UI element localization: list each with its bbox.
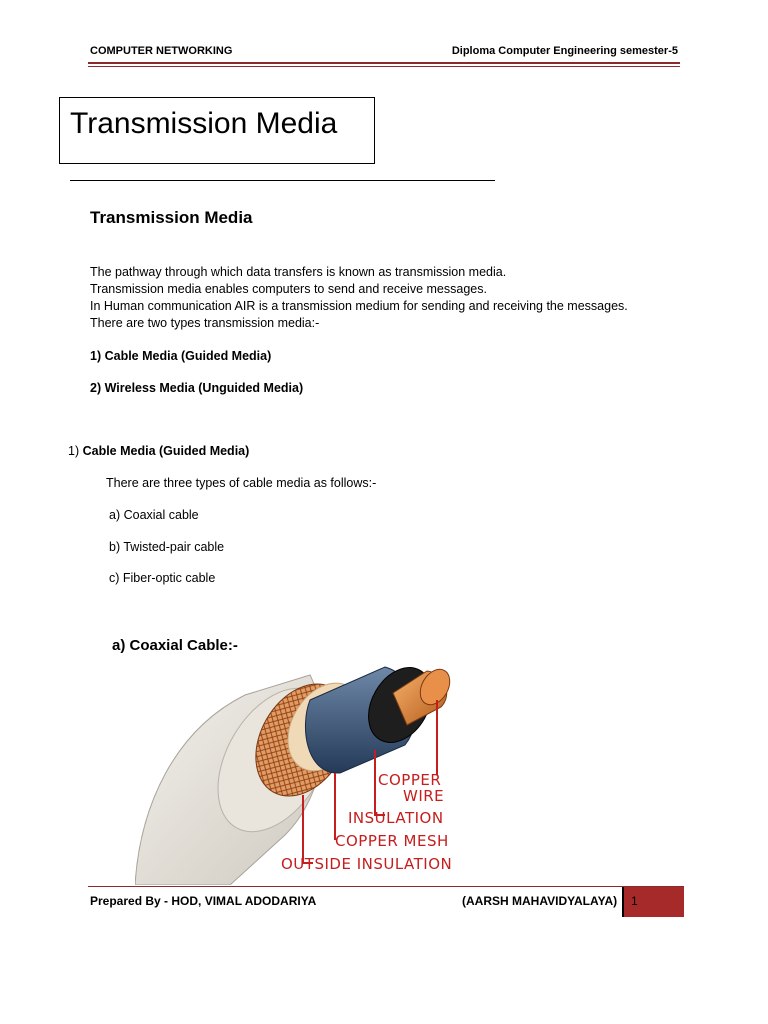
cable-section-title: Cable Media (Guided Media) (82, 444, 250, 458)
intro-line: Transmission media enables computers to send and receive messages. (90, 282, 487, 296)
page-number-box (624, 887, 684, 917)
type-wireless-media: 2) Wireless Media (Unguided Media) (90, 381, 304, 395)
coaxial-cable-diagram (135, 655, 465, 885)
page-title: Transmission Media (70, 107, 338, 140)
cable-type-item: b) Twisted-pair cable (109, 540, 225, 554)
page-number: 1 (631, 894, 638, 908)
header-rule-thin (88, 66, 680, 67)
cable-section-number: 1) (68, 444, 83, 458)
label-outside-insulation: OUTSIDE INSULATION (281, 855, 453, 873)
cable-types-intro: There are three types of cable media as follows:- (106, 476, 377, 490)
label-copper-mesh: COPPER MESH (335, 832, 449, 850)
header-program: Diploma Computer Engineering semester-5 (451, 45, 678, 57)
intro-paragraph (90, 264, 628, 332)
section-heading: Transmission Media (90, 208, 253, 227)
footer-author: Prepared By - HOD, VIMAL ADODARIYA (90, 894, 317, 908)
intro-line: The pathway through which data transfers is known as transmission media. (90, 265, 507, 279)
cable-type-item: a) Coaxial cable (109, 508, 199, 522)
label-wire: WIRE (403, 787, 445, 805)
header-rule (88, 62, 680, 64)
type-cable-media: 1) Cable Media (Guided Media) (90, 349, 272, 363)
footer-institution: (AARSH MAHAVIDYALAYA) (462, 894, 618, 908)
coaxial-cable-heading: a) Coaxial Cable:- (112, 637, 238, 654)
footer-rule (88, 886, 684, 887)
title-underline (70, 180, 495, 181)
intro-line: In Human communication AIR is a transmission medium for sending and receiving the messages. (90, 299, 628, 313)
cable-section-heading (68, 444, 249, 458)
label-insulation: INSULATION (348, 809, 444, 827)
cable-type-item: c) Fiber-optic cable (109, 571, 216, 585)
header-course: COMPUTER NETWORKING (90, 45, 233, 57)
title-box (59, 97, 375, 164)
label-copper: COPPER (378, 771, 442, 789)
intro-line: There are two types transmission media:- (90, 316, 320, 330)
